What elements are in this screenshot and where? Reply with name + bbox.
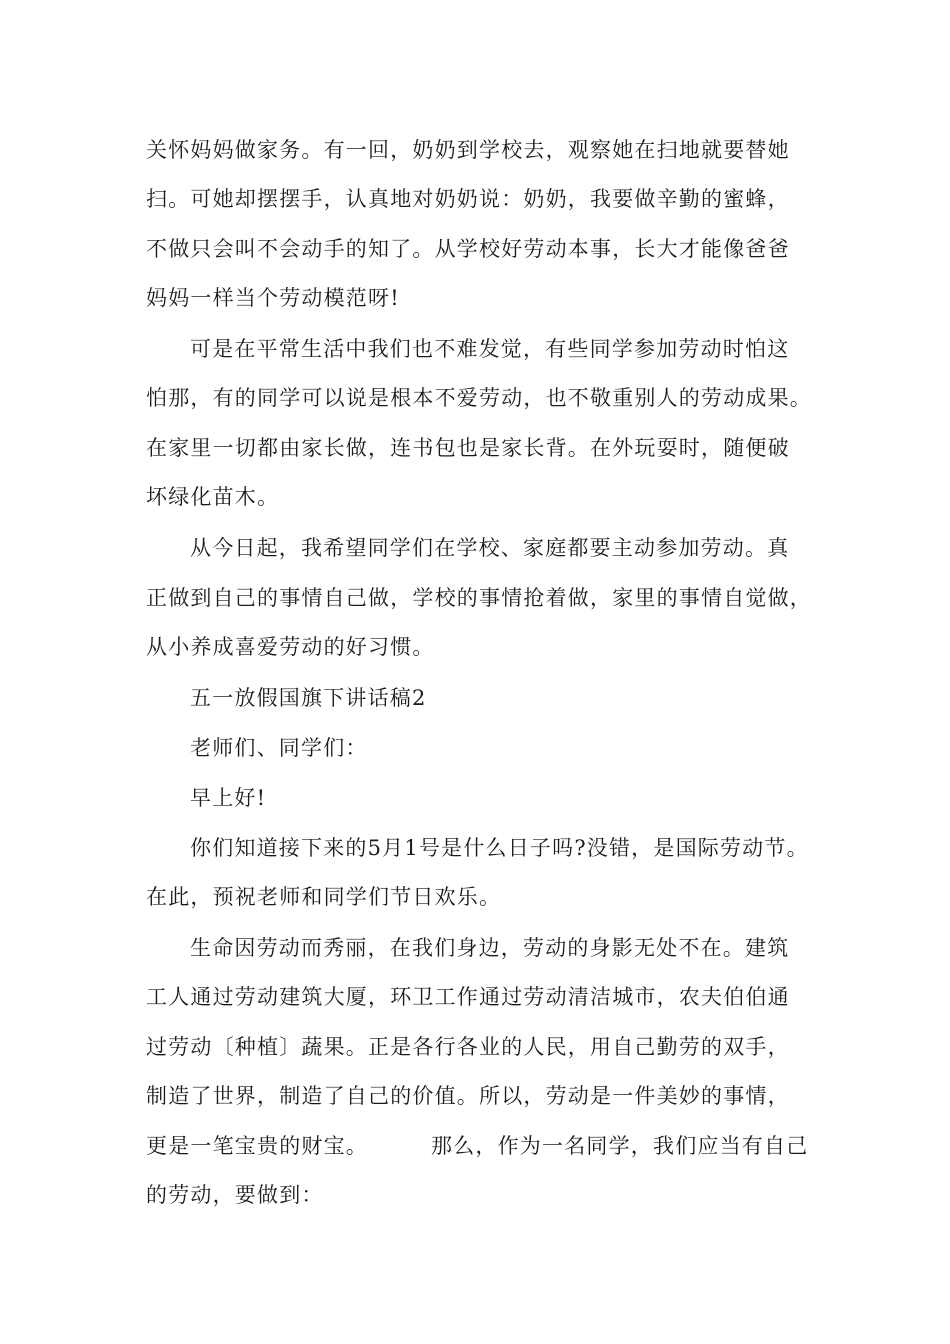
- text-line: 在此，预祝老师和同学们节日欢乐。: [146, 885, 502, 909]
- text-line: 从今日起，我希望同学们在学校、家庭都要主动参加劳动。真: [190, 536, 790, 560]
- text-line: 不做只会叫不会动手的知了。从学校好劳动本事，长大才能像爸爸: [146, 237, 790, 261]
- text-line: 更是一笔宝贵的财宝。 那么，作为一名同学，我们应当有自己: [146, 1134, 809, 1158]
- greeting: 早上好!: [190, 786, 267, 810]
- text-line: 生命因劳动而秀丽，在我们身边，劳动的身影无处不在。建筑: [190, 936, 790, 960]
- text-line: 正做到自己的事情自己做，学校的事情抢着做，家里的事情自觉做，: [146, 586, 812, 610]
- salutation: 老师们、同学们：: [190, 736, 368, 760]
- text-line: 从小养成喜爱劳动的好习惯。: [146, 635, 435, 659]
- text-line: 扫。可她却摆摆手，认真地对奶奶说：奶奶，我要做辛勤的蜜蜂，: [146, 187, 790, 211]
- text-line: 过劳动〔种植〕蔬果。正是各行各业的人民，用自己勤劳的双手，: [146, 1035, 790, 1059]
- text-line: 你们知道接下来的5月1号是什么日子吗?没错，是国际劳动节。: [190, 836, 809, 860]
- text-line: 关怀妈妈做家务。有一回，奶奶到学校去，观察她在扫地就要替她: [146, 138, 790, 162]
- text-line: 制造了世界，制造了自己的价值。所以，劳动是一件美妙的事情，: [146, 1084, 790, 1108]
- text-line: 怕那，有的同学可以说是根本不爱劳动，也不敬重别人的劳动成果。: [146, 386, 812, 410]
- text-line: 妈妈一样当个劳动模范呀!: [146, 286, 400, 310]
- text-line: 工人通过劳动建筑大厦，环卫工作通过劳动清洁城市，农夫伯伯通: [146, 985, 790, 1009]
- text-line: 坏绿化苗木。: [146, 485, 280, 509]
- text-line: 可是在平常生活中我们也不难发觉，有些同学参加劳动时怕这: [190, 337, 790, 361]
- text-line: 的劳动，要做到：: [146, 1183, 324, 1207]
- text-line: 在家里一切都由家长做，连书包也是家长背。在外玩耍时，随便破: [146, 436, 790, 460]
- section-heading: 五一放假国旗下讲话稿2: [190, 686, 427, 710]
